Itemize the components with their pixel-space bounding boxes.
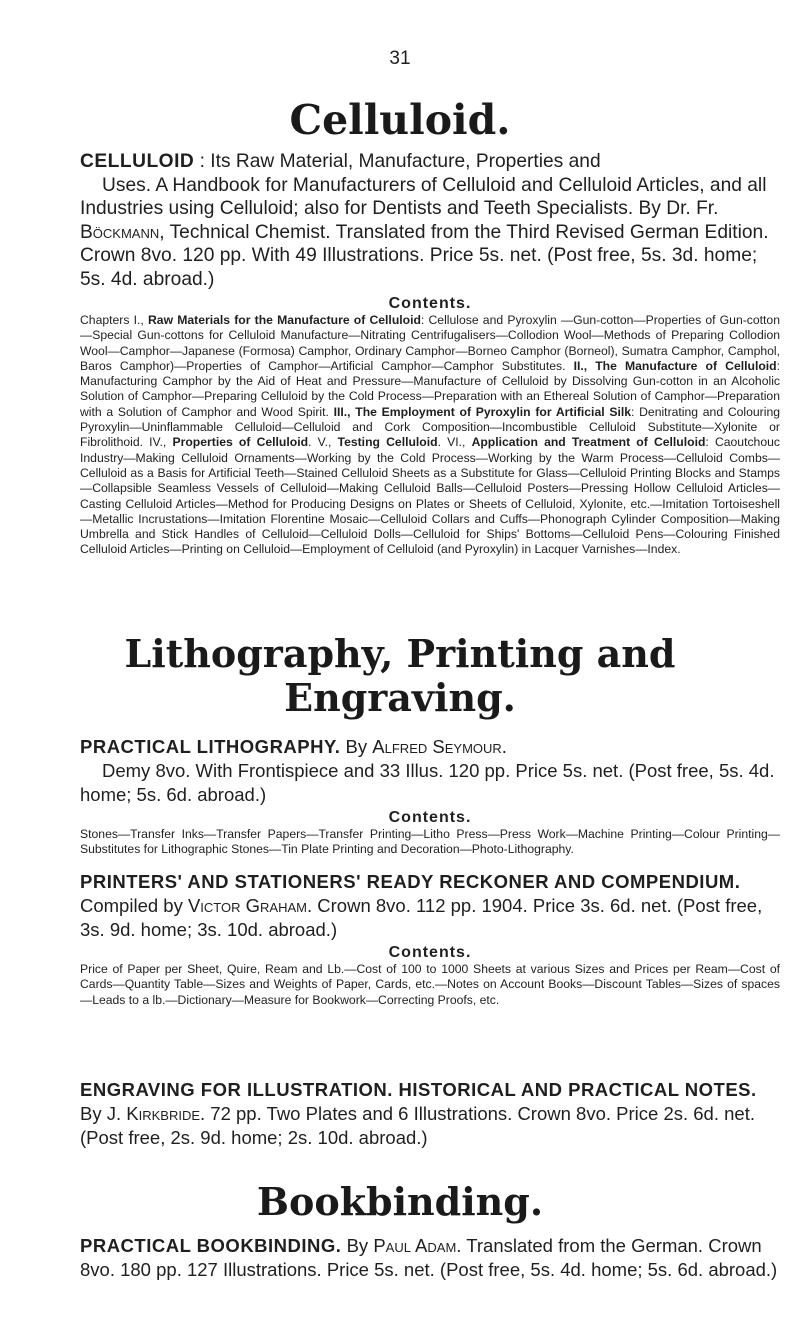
- contents-text: . V.,: [308, 435, 332, 450]
- entry-reckoner-author: Victor Graham.: [187, 895, 313, 916]
- entry-lithography-text: Demy 8vo. With Frontispiece and 33 Illus. 120 pp. Price 5s. net. (Post free, 5s. 4d. home; 5s. 6d. abroad.): [80, 760, 775, 805]
- entry-celluloid: [80, 150, 780, 558]
- entry-reckoner-description: [80, 870, 780, 942]
- entry-lithography-title: PRACTICAL LITHOGRAPHY.: [80, 736, 341, 757]
- entry-engraving-title: ENGRAVING FOR ILLUSTRATION. HISTORICAL AND PRACTICAL NOTES.: [80, 1079, 757, 1100]
- section-title-bookbinding: Bookbinding.: [256, 1179, 544, 1224]
- contents-chapter-heading: III., The Employment of Pyroxylin for Artificial Silk: [333, 404, 632, 419]
- contents-text: : Cellulose and Pyroxylin —Gun-cotton—Properties of Gun-cotton—Special Gun-cottons for Celluloid Manufacture—Nitrating Centrifugalisers—Collodion Wool—Methods of Preparing Collodion Wool—Camphor—Japanese (Formosa) Camphor, Ordinary Camphor—Borneo Camphor (Borneol), Sumatra Camphor, Camphol, Baros Camphor)—Properties of Camphor—Artificial Camphor—Camphor Substitutes.: [80, 313, 780, 373]
- entry-reckoner-title: PRINTERS' AND STATIONERS' READY RECKONER AND COMPENDIUM.: [80, 871, 741, 892]
- entry-reckoner-text: Crown 8vo. 112 pp. 1904. Price 3s. 6d. net. (Post free, 3s. 9d. home; 3s. 10d. abroad.): [80, 895, 763, 940]
- entry-engraving: [80, 1078, 780, 1150]
- entry-celluloid-text-2: , Technical Chemist. Translated from the Third Revised German Edition. Crown 8vo. 120 pp. With 49 Illustrations. Price 5s. net. (Post free, 5s. 3d. home; 5s. 4d. abroad.): [80, 221, 769, 290]
- entry-ready-reckoner: [80, 870, 780, 1008]
- entry-practical-bookbinding: [80, 1234, 780, 1282]
- page-number: 31: [389, 48, 411, 69]
- entry-reckoner-contents: Price of Paper per Sheet, Quire, Ream and Lb.—Cost of 100 to 1000 Sheets at various Sizes and Prices per Ream—Cost of Cards—Quantity Table—Sizes and Weights of Paper, Cards, etc.—Notes on Account Books—Discount Tables—Sizes of spaces—Leads to a lb.—Dictionary—Measure for Bookwork—Correcting Proofs, etc.: [80, 962, 780, 1007]
- contents-text: : Caoutchouc Industry—Making Celluloid Ornaments—Working by the Cold Process—Working by the Warm Process—Celluloid Combs—Celluloid as a Basis for Artificial Teeth—Stained Celluloid Sheets as a Substitute for Glass—Celluloid Printing Blocks and Stamps—Collapsible Seamless Vessels of Celluloid—Making Celluloid Balls—Celluloid Posters—Pressing Hollow Celluloid Articles—Casting Celluloid Articles—Method for Producing Designs on Plates or Sheets of Celluloid, Xylonite, etc.—Imitation Tortoiseshell—Metallic Incrustations—Imitation Florentine Mosaic—Celluloid Collars and Cuffs—Phonograph Cylinder Composition—Making Umbrella and Stick Handles of Celluloid—Celluloid Dolls—Celluloid for Ships' Bottoms—Celluloid Pens—Colouring Finished Celluloid Articles—Printing on Celluloid—Employment of Celluloid (and Pyroxylin) in Lacquer Varnishes—Index.: [80, 435, 780, 557]
- separator: :: [194, 151, 211, 172]
- by-text: Compiled by: [80, 895, 188, 916]
- by-text: By: [341, 1235, 374, 1256]
- contents-chapter-heading: Raw Materials for the Manufacture of Celluloid: [147, 313, 421, 327]
- entry-bookbinding-text: Translated from the German. Crown 8vo. 180 pp. 127 Illustrations. Price 5s. net. (Post free, 5s. 4d. home; 5s. 6d. abroad.): [80, 1235, 778, 1280]
- entry-bookbinding-author: Paul Adam.: [373, 1235, 462, 1256]
- contents-chapter-heading: Properties of Celluloid: [172, 435, 309, 450]
- contents-chapter-heading: II., The Manufacture of Celluloid: [573, 358, 777, 373]
- entry-lithography-author: Alfred Seymour.: [372, 736, 507, 757]
- contents-chapter-heading: Application and Treatment of Celluloid: [471, 435, 706, 450]
- contents-heading: Contents.: [388, 809, 472, 826]
- entry-celluloid-description: [80, 150, 780, 291]
- entry-lithography-description: [80, 735, 780, 807]
- entry-celluloid-subtitle: Its Raw Material, Manufacture, Properties and: [210, 151, 601, 172]
- entry-engraving-author: Kirkbride.: [126, 1103, 206, 1124]
- by-text: By J.: [80, 1103, 127, 1124]
- contents-text: : Manufacturing Camphor by the Aid of Heat and Pressure—Manufacture of Celluloid by Dissolving Gun-cotton in an Alcoholic Solution of Camphor—Preparing Celluloid by the Cold Process—Preparation with an Ethereal Solution of Camphor—Preparation with a Solution of Camphor and Wood Spirit.: [80, 358, 780, 419]
- contents-heading: Contents.: [388, 295, 472, 312]
- entry-celluloid-title: CELLULOID: [80, 151, 195, 172]
- contents-chapter-heading: Testing Celluloid: [337, 435, 438, 450]
- by-text: By: [340, 736, 373, 757]
- entry-celluloid-contents: [80, 313, 780, 558]
- entry-engraving-description: [80, 1078, 780, 1150]
- section-title-lithography: [0, 632, 800, 720]
- entry-bookbinding-description: [80, 1234, 780, 1282]
- contents-text: . VI.,: [437, 435, 466, 450]
- entry-celluloid-author: Böckmann: [80, 221, 160, 243]
- entry-celluloid-text: Uses. A Handbook for Manufacturers of Celluloid and Celluloid Articles, and all Industries using Celluloid; also for Dentists and Teeth Specialists. By Dr. Fr.: [80, 174, 767, 219]
- contents-heading: Contents.: [388, 944, 472, 961]
- entry-bookbinding-title: PRACTICAL BOOKBINDING.: [80, 1235, 342, 1256]
- contents-text: : Denitrating and Colouring Pyroxylin—Uninflammable Celluloid—Celluloid and Cork Composition—Incombustible Celluloid Substitute—Xylonite or Fibrolithoid. IV.,: [80, 404, 780, 450]
- entry-lithography-contents: Stones—Transfer Inks—Transfer Papers—Transfer Printing—Litho Press—Press Work—Machine Printing—Colour Printing—Substitutes for Lithographic Stones—Tin Plate Printing and Decoration—Photo-Lithography.: [80, 827, 780, 857]
- entry-engraving-text: 72 pp. Two Plates and 6 Illustrations. Crown 8vo. Price 2s. 6d. net. (Post free, 2s. 9d. home; 2s. 10d. abroad.): [80, 1103, 755, 1148]
- contents-text: Chapters I.,: [80, 313, 144, 327]
- section-title-celluloid: Celluloid.: [289, 96, 511, 144]
- section-title-line: Lithography, Printing and: [124, 631, 676, 676]
- entry-practical-lithography: [80, 735, 780, 858]
- section-title-line: Engraving.: [284, 675, 516, 720]
